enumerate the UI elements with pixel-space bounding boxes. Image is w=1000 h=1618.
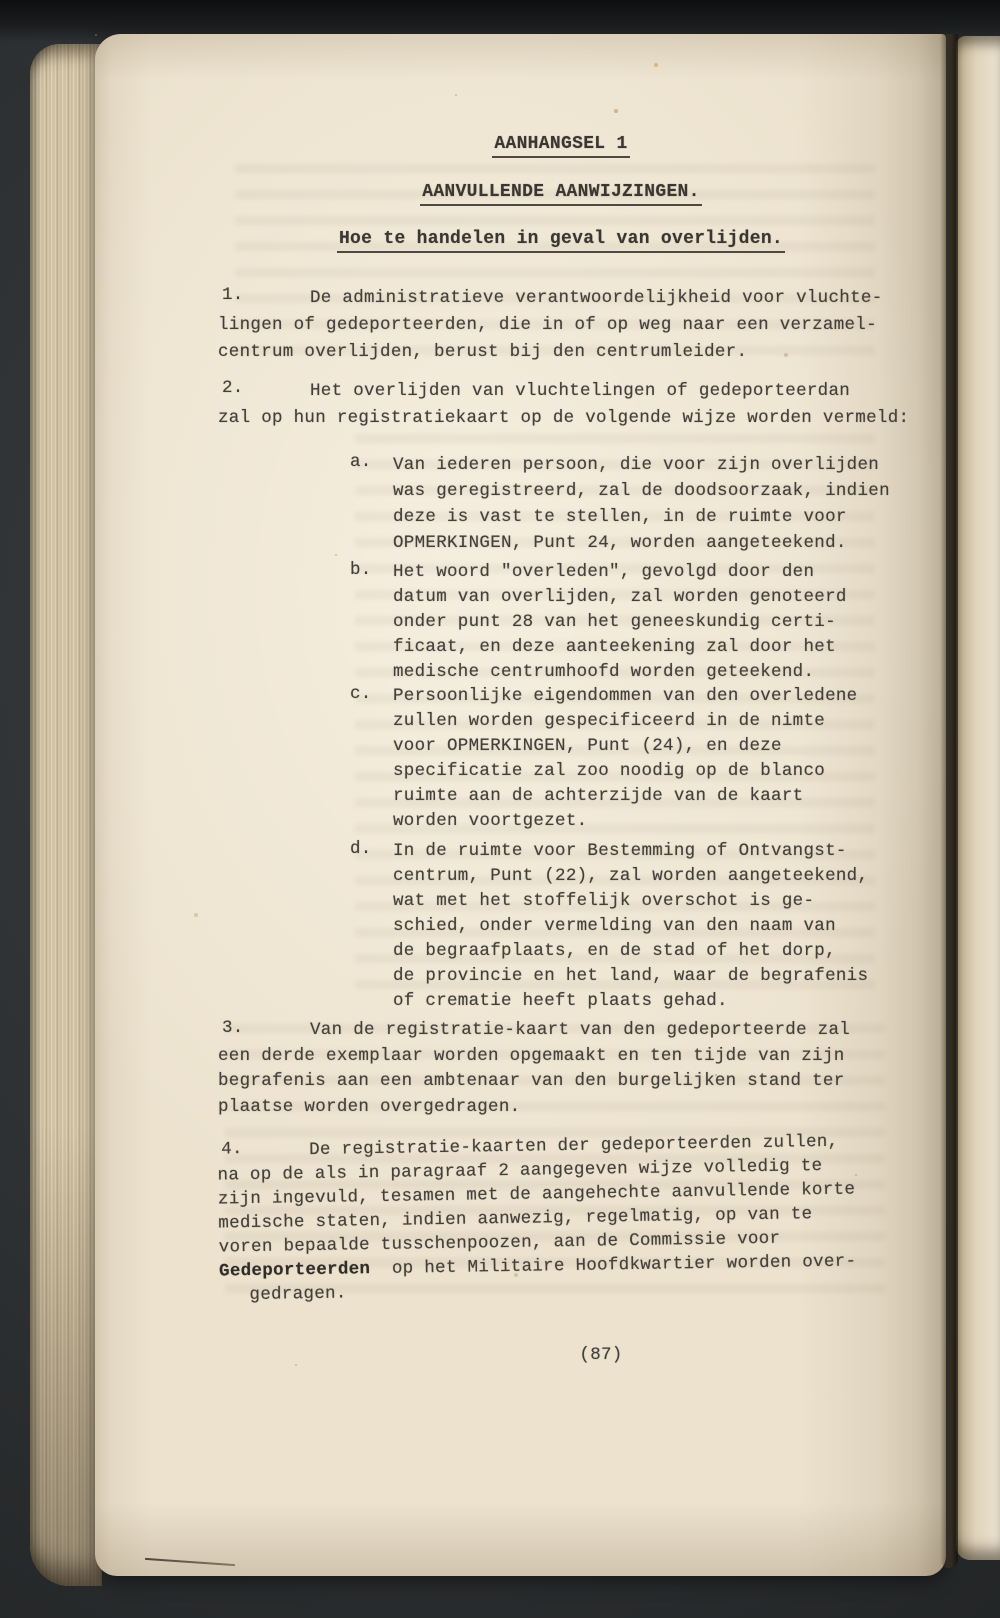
paragraph-number: 4. bbox=[221, 1139, 243, 1160]
text-line: Van de registratie-kaart van den gedeporteerde zal bbox=[310, 1020, 851, 1040]
page-number: (87) bbox=[579, 1345, 623, 1365]
text-run: op het Militaire Hoofdkwartier worden over- bbox=[370, 1251, 857, 1280]
text-line: medische centrumhoofd worden geteekend. bbox=[393, 662, 815, 682]
text-line: Het overlijden van vluchtelingen of gedeporteerdan bbox=[310, 381, 851, 401]
text-line: deze is vast te stellen, in de ruimte voor bbox=[393, 507, 847, 527]
text-line: plaatse worden overgedragen. bbox=[218, 1096, 521, 1117]
heading-text: AANVULLENDE AANWIJZINGEN. bbox=[420, 182, 702, 206]
text-line: wat met het stoffelijk overschot is ge- bbox=[393, 891, 815, 911]
text-line: De administratieve verantwoordelijkheid voor vluchte- bbox=[310, 288, 883, 308]
paragraph-number: 3. bbox=[222, 1018, 244, 1038]
text-line: gedragen. bbox=[249, 1283, 347, 1306]
text-line: zal op hun registratiekaart op de volgende wijze worden vermeld: bbox=[218, 408, 910, 428]
text-line: na op de als in paragraaf 2 aangegeven wijze volledig te bbox=[217, 1156, 823, 1186]
heading-text: AANHANGSEL 1 bbox=[492, 134, 629, 158]
text-line: voor OPMERKINGEN, Punt (24), en deze bbox=[393, 736, 782, 756]
text-line: Van iederen persoon, die voor zijn overlijden bbox=[393, 455, 880, 475]
text-line: centrum overlijden, berust bij den centrumleider. bbox=[218, 342, 748, 362]
text-line: ruimte aan de achterzijde van de kaart bbox=[393, 786, 804, 806]
text-line: begrafenis aan een ambtenaar van den burgelijken stand ter bbox=[218, 1071, 845, 1091]
text-line: specificatie zal zoo noodig op de blanco bbox=[393, 761, 826, 781]
section-heading bbox=[216, 229, 906, 253]
text-line: datum van overlijden, zal worden genoteerd bbox=[393, 587, 847, 607]
list-item-d bbox=[216, 839, 906, 1014]
item-label: a. bbox=[350, 452, 372, 472]
text-line: of crematie heeft plaats gehad. bbox=[393, 991, 728, 1011]
paragraph-number: 2. bbox=[222, 378, 244, 398]
list-item-b bbox=[216, 560, 906, 685]
item-label: c. bbox=[350, 684, 372, 704]
text-line: In de ruimte voor Bestemming of Ontvangst- bbox=[393, 841, 847, 861]
book-gutter-shadow bbox=[940, 34, 958, 1568]
text-line: lingen of gedeporteerden, die in of op weg naar een verzamel- bbox=[218, 315, 877, 335]
paper-speckles bbox=[95, 34, 97, 36]
item-label: b. bbox=[350, 560, 372, 580]
paragraph-2 bbox=[216, 378, 910, 432]
paragraph-number: 1. bbox=[222, 285, 244, 305]
text-line: zijn ingevuld, tesamen met de aangehechte aanvullende korte bbox=[217, 1179, 856, 1210]
text-line: Het woord "overleden", gevolgd door den bbox=[393, 562, 815, 582]
text-line: een derde exemplaar worden opgemaakt en ten tijde van zijn bbox=[218, 1045, 845, 1066]
item-label: d. bbox=[350, 839, 372, 859]
text-line: ficaat, en deze aanteekening zal door het bbox=[393, 637, 836, 657]
text-line: schied, onder vermelding van den naam van bbox=[393, 916, 836, 936]
emphasized-word: Gedeporteerden bbox=[218, 1259, 371, 1282]
typewritten-text bbox=[216, 34, 910, 1576]
paragraph-4 bbox=[215, 1129, 908, 1308]
text-line: was geregistreerd, zal de doodsoorzaak, indien bbox=[393, 481, 890, 501]
paragraph-1 bbox=[216, 285, 906, 366]
text-line: onder punt 28 van het geneeskundig certi- bbox=[393, 612, 836, 632]
list-item-a bbox=[216, 452, 906, 556]
text-line: de begraafplaats, en de stad of het dorp, bbox=[393, 941, 836, 961]
text-line: worden voortgezet. bbox=[393, 811, 588, 831]
text-line: De registratie-kaarten der gedeporteerden zullen, bbox=[309, 1131, 839, 1161]
text-line: de provincie en het land, waar de begrafenis bbox=[393, 966, 869, 986]
text-line: centrum, Punt (22), zal worden aangeteekend, bbox=[393, 866, 869, 886]
subtitle-heading bbox=[216, 182, 906, 206]
heading-text: Hoe te handelen in geval van overlijden. bbox=[337, 229, 785, 253]
text-line: zullen worden gespecificeerd in de nimte bbox=[393, 711, 826, 731]
page-stack-edge bbox=[30, 44, 102, 1586]
text-line: Persoonlijke eigendommen van den overledene bbox=[393, 686, 858, 706]
text-line: OPMERKINGEN, Punt 24, worden aangeteekend. bbox=[393, 533, 847, 553]
paragraph-3 bbox=[216, 1018, 906, 1120]
next-page-sliver bbox=[956, 36, 1000, 1560]
text-line: voren bepaalde tusschenpoozen, aan de Commissie voor bbox=[218, 1228, 781, 1258]
list-item-c bbox=[216, 684, 906, 834]
book-page bbox=[95, 34, 946, 1576]
text-line: medische staten, indien aanwezig, regelmatig, op van te bbox=[218, 1204, 813, 1234]
appendix-heading bbox=[216, 134, 906, 158]
